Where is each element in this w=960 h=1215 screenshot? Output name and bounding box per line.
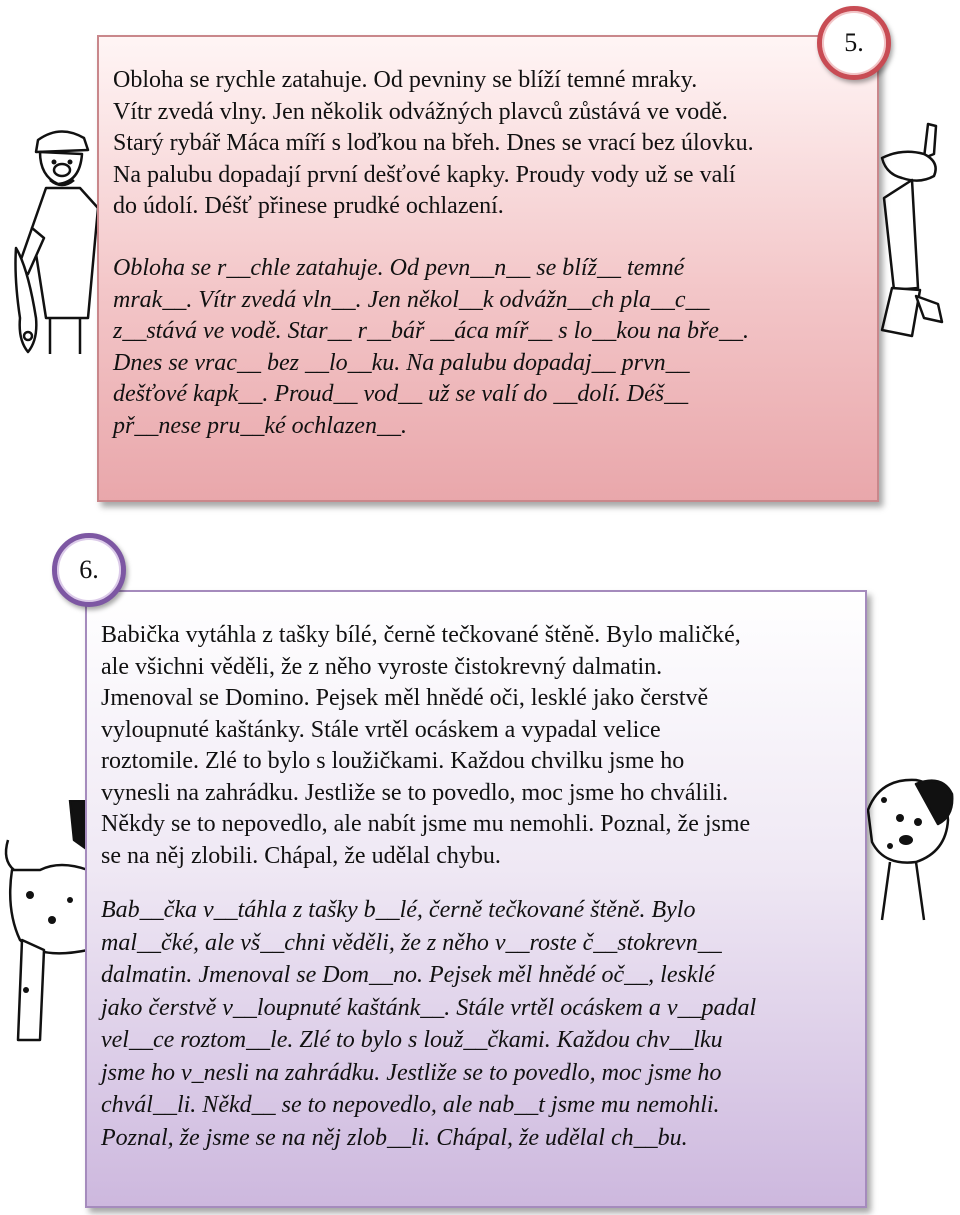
text-line: vynesli na zahrádku. Jestliže se to povedlo, moc jsme ho chválili. xyxy=(101,779,729,806)
text-line: Obloha se rychle zatahuje. Od pevniny se blíží temné mraky. xyxy=(113,67,698,93)
text-line: Starý rybář Máca míří s loďkou na břeh. Dnes se vrací bez úlovku. xyxy=(113,130,754,156)
text-line: se na něj zlobili. Chápal, že udělal chybu. xyxy=(101,842,501,869)
dalmatian-body-illustration xyxy=(0,800,92,1050)
gap-line: jako čerstvě v__loupnuté kaštánk__. Stále vrtěl ocáskem a v__padal xyxy=(101,994,757,1021)
exercise-6-text xyxy=(101,620,861,872)
text-line: Na palubu dopadají první dešťové kapky. Proudy vody už se valí xyxy=(113,161,736,188)
gap-line: jsme ho v_nesli na zahrádku. Jestliže se to povedlo, moc jsme ho xyxy=(101,1059,722,1086)
exercise-6-gap-text xyxy=(101,894,861,1154)
text-line: do údolí. Déšť přinese prudké ochlazení. xyxy=(113,193,504,219)
exercise-number: 6. xyxy=(79,555,99,584)
gap-line: Bab__čka v__táhla z tašky b__lé, černě tečkované štěně. Bylo xyxy=(101,897,696,923)
gap-line: dešťové kapk__. Proud__ vod__ už se valí do __dolí. Déš__ xyxy=(113,381,689,407)
exercise-6-number-badge xyxy=(52,533,126,607)
gap-line: chvál__li. Někd__ se to nepovedlo, ale nab__t jsme mu nemohli. xyxy=(101,1092,720,1118)
gap-line: dalmatin. Jmenoval se Dom__no. Pejsek měl hnědé oč__, lesklé xyxy=(101,962,715,988)
gap-line: z__stává ve vodě. Star__ r__bář __áca míř__ s lo__kou na bře__. xyxy=(113,318,749,344)
gap-line: př__nese pru__ké ochlazen__. xyxy=(113,412,407,439)
exercise-5-number-badge xyxy=(817,6,891,80)
exercise-5-gap-text xyxy=(113,253,873,442)
text-line: Vítr zvedá vlny. Jen několik odvážných plavců zůstává ve vodě. xyxy=(113,98,728,125)
gap-line: mal__čké, ale vš__chni věděli, že z něho v__roste č__stokrevn__ xyxy=(101,929,722,956)
gap-line: mrak__. Vítr zvedá vln__. Jen někol__k odvážn__ch pla__c__ xyxy=(113,286,710,313)
exercise-5-text xyxy=(113,65,873,223)
text-line: Babička vytáhla z tašky bílé, černě tečkované štěně. Bylo maličké, xyxy=(101,622,741,648)
text-line: Jmenoval se Domino. Pejsek měl hnědé oči, lesklé jako čerstvě xyxy=(101,685,709,711)
gap-line: Poznal, že jsme se na něj zlob__li. Chápal, že udělal ch__bu. xyxy=(101,1124,688,1151)
text-line: vyloupnuté kaštánky. Stále vrtěl ocáskem a vypadal velice xyxy=(101,716,661,743)
pointing-hand-illustration xyxy=(872,118,947,340)
exercise-6-card xyxy=(85,590,867,1208)
text-line: ale všichni věděli, že z něho vyroste čistokrevný dalmatin. xyxy=(101,653,663,680)
text-line: Někdy se to nepovedlo, ale nabít jsme mu nemohli. Poznal, že jsme xyxy=(101,811,751,837)
exercise-number: 5. xyxy=(844,28,864,57)
gap-line: Dnes se vrac__ bez __lo__ku. Na palubu dopadaj__ prvn__ xyxy=(113,349,690,376)
text-line: roztomile. Zlé to bylo s loužičkami. Každou chvilku jsme ho xyxy=(101,748,685,774)
exercise-5-card xyxy=(97,35,879,502)
dalmatian-illustration xyxy=(860,770,955,925)
gap-line: vel__ce roztom__le. Zlé to bylo s louž__čkami. Každou chv__lku xyxy=(101,1027,723,1053)
gap-line: Obloha se r__chle zatahuje. Od pevn__n__ se blíž__ temné xyxy=(113,255,685,281)
